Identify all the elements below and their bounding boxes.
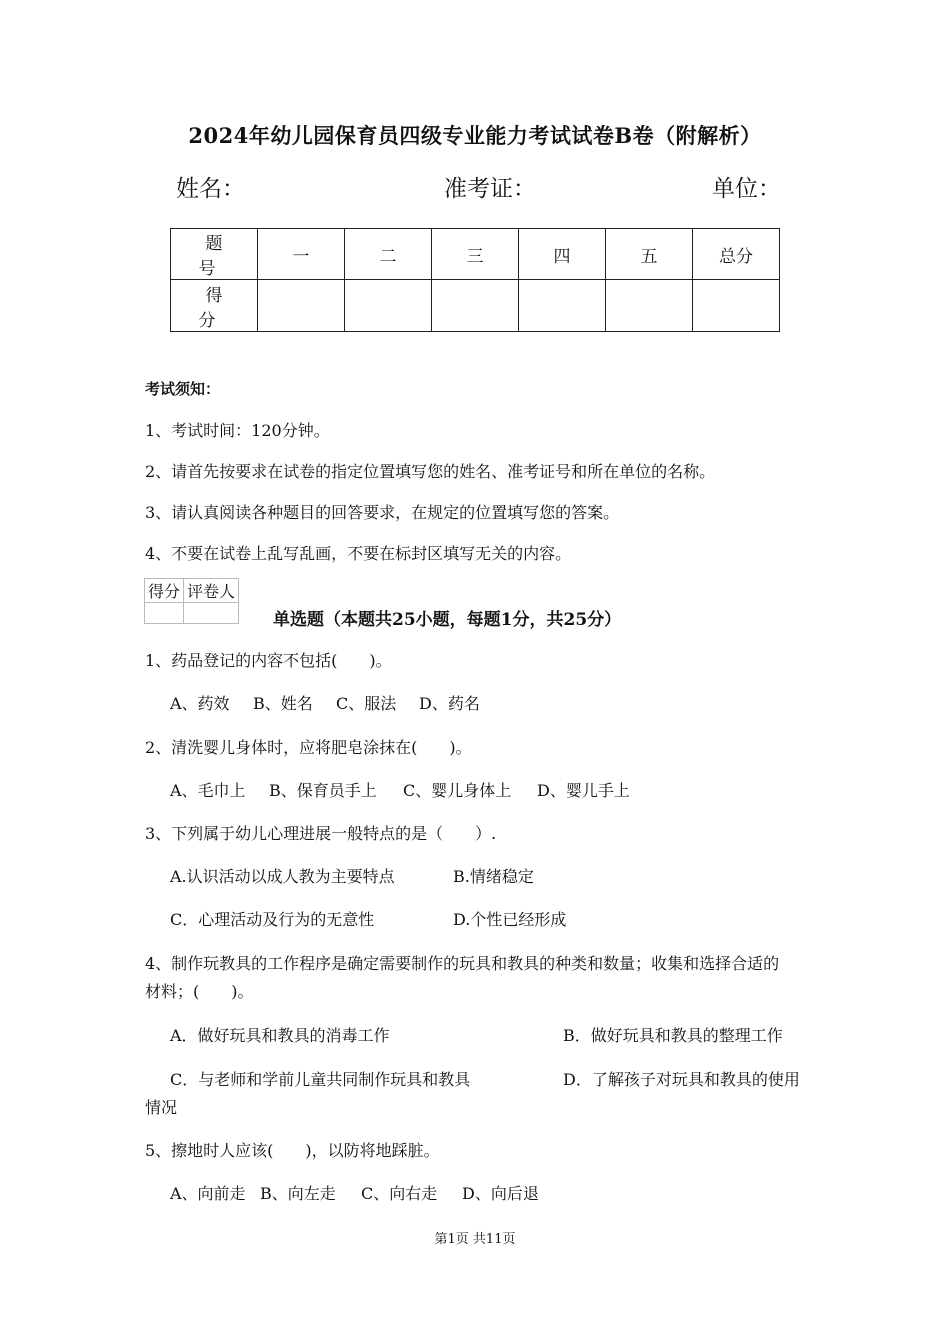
score-row-label: 得 分 (171, 280, 258, 332)
score-cell[interactable] (432, 280, 519, 332)
unit-field-label: 单位： (712, 176, 781, 202)
option: B、保育员手上 (269, 781, 377, 800)
option: C．与老师和学前儿童共同制作玩具和教具 (170, 1070, 471, 1089)
option: A、药效 (170, 694, 230, 713)
option: D、向后退 (462, 1184, 539, 1203)
notice-item: 2、请首先按要求在试卷的指定位置填写您的姓名、准考证号和所在单位的名称。 (145, 462, 716, 481)
option: C、服法 (336, 694, 397, 713)
option: B.情绪稳定 (453, 867, 534, 886)
option: A、毛巾上 (170, 781, 246, 800)
grader-box-entry (145, 603, 239, 624)
score-cell[interactable] (345, 280, 432, 332)
option: A、向前走 (170, 1184, 246, 1203)
header-2: 二 (345, 229, 432, 280)
option: D.个性已经形成 (453, 910, 567, 929)
header-4: 四 (519, 229, 606, 280)
exam-number-field-label: 准考证： (444, 176, 536, 202)
option-wrap: 情况 (145, 1098, 178, 1117)
option: D、婴儿手上 (537, 781, 630, 800)
header-question-no: 题 号 (171, 229, 258, 280)
score-cell[interactable] (258, 280, 345, 332)
score-cell-total[interactable] (693, 280, 780, 332)
grader-box-header (145, 579, 239, 603)
header-3: 三 (432, 229, 519, 280)
score-cell[interactable] (519, 280, 606, 332)
question-stem: 5、擦地时人应该( )，以防将地踩脏。 (145, 1141, 440, 1160)
option: D．了解孩子对玩具和教具的使用 (563, 1070, 800, 1089)
notice-item: 4、不要在试卷上乱写乱画，不要在标封区填写无关的内容。 (145, 544, 572, 563)
question-stem: 3、下列属于幼儿心理进展一般特点的是（ ）. (145, 824, 497, 843)
option: C、婴儿身体上 (403, 781, 512, 800)
score-cell[interactable] (606, 280, 693, 332)
notice-heading: 考试须知： (145, 380, 221, 398)
name-field-label: 姓名： (176, 176, 245, 202)
option: A.认识活动以成人教为主要特点 (170, 867, 395, 886)
grader-name-cell[interactable] (184, 603, 239, 624)
page-footer: 第1页 共11页 (434, 1232, 516, 1247)
option: C．心理活动及行为的无意性 (170, 910, 375, 929)
score-table-score-row (171, 280, 780, 332)
header-1: 一 (258, 229, 345, 280)
header-5: 五 (606, 229, 693, 280)
score-table (170, 228, 780, 332)
grader-name-label: 评卷人 (184, 579, 239, 603)
option: D、药名 (419, 694, 480, 713)
option: C、向右走 (361, 1184, 438, 1203)
header-total: 总分 (693, 229, 780, 280)
question-stem: 4、制作玩教具的工作程序是确定需要制作的玩具和教具的种类和数量；收集和选择合适的 (145, 954, 780, 973)
grader-score-label: 得分 (145, 579, 184, 603)
option: B、向左走 (260, 1184, 336, 1203)
page-title: 2024年幼儿园保育员四级专业能力考试试卷B卷（附解析） (188, 123, 762, 148)
option: B．做好玩具和教具的整理工作 (563, 1026, 783, 1045)
option: A．做好玩具和教具的消毒工作 (170, 1026, 390, 1045)
question-stem: 2、清洗婴儿身体时，应将肥皂涂抹在( )。 (145, 738, 472, 757)
notice-item: 1、考试时间：120分钟。 (145, 421, 330, 440)
grader-box (144, 578, 239, 624)
score-table-header-row (171, 229, 780, 280)
option: B、姓名 (253, 694, 313, 713)
question-stem-continued: 材料；( )。 (145, 982, 254, 1001)
question-stem: 1、药品登记的内容不包括( )。 (145, 651, 392, 670)
grader-score-cell[interactable] (145, 603, 184, 624)
notice-item: 3、请认真阅读各种题目的回答要求，在规定的位置填写您的答案。 (145, 503, 620, 522)
section-title: 单选题（本题共25小题，每题1分，共25分） (273, 610, 622, 630)
